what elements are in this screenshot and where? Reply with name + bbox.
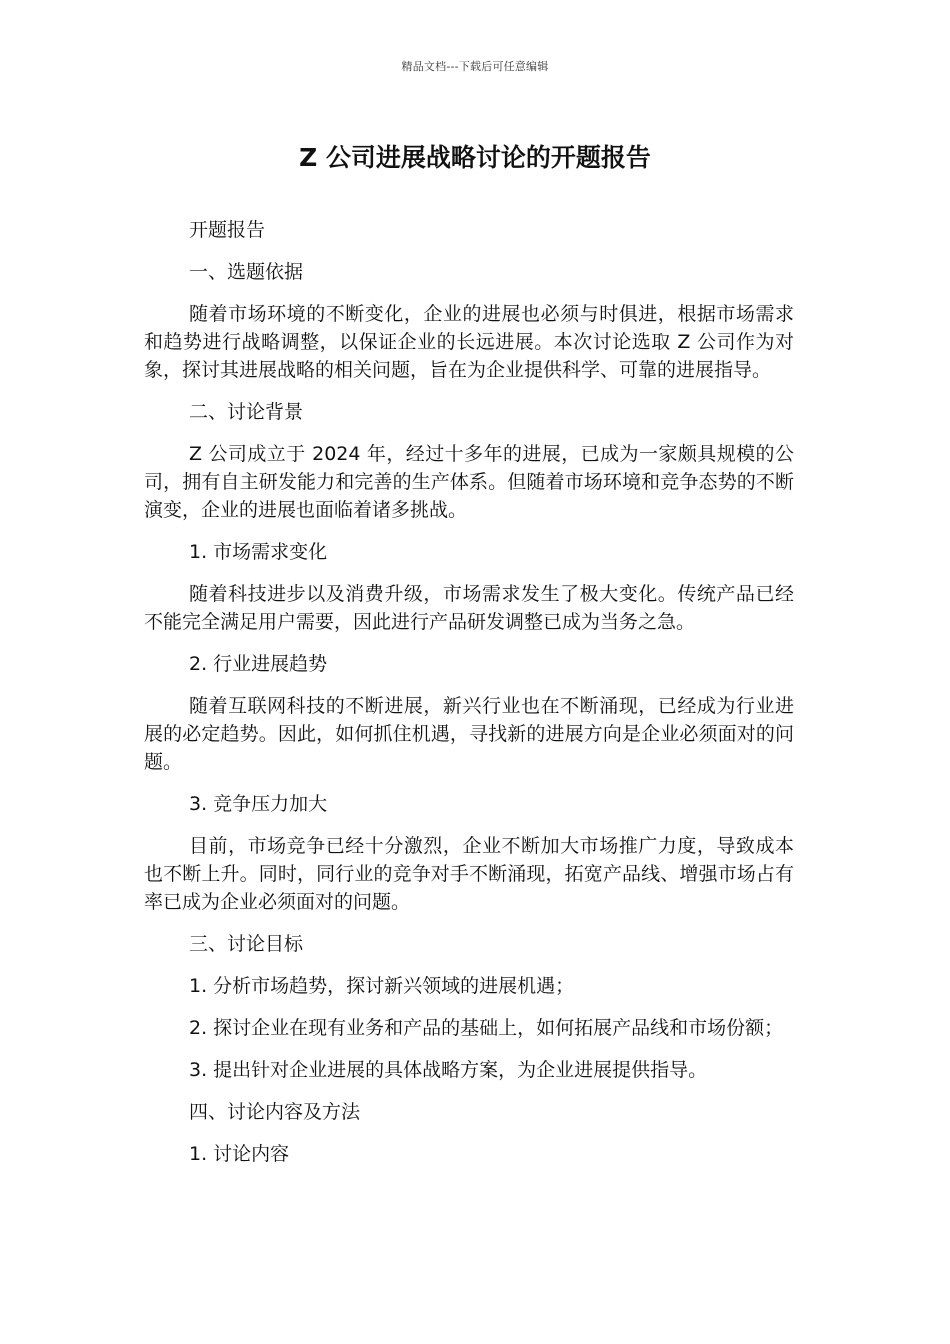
page-header: 精品文档---下载后可任意编辑: [401, 60, 549, 73]
section-heading: 一、选题依据: [189, 261, 304, 283]
subsection-heading: 3. 竞争压力加大: [189, 793, 328, 815]
list-item: 3. 提出针对企业进展的具体战略方案，为企业进展提供指导。: [189, 1059, 708, 1081]
list-item: 1. 分析市场趋势，探讨新兴领域的进展机遇；: [189, 975, 575, 997]
body-paragraph: 随着市场环境的不断变化，企业的进展也必须与时俱进，根据市场需求和趋势进行战略调整，以保证企业的长远进展。本次讨论选取 Z 公司作为对象，探讨其进展战略的相关问题，旨在为企业提供科学、可靠的进展指导。: [144, 303, 794, 381]
subsection-heading: 1. 市场需求变化: [189, 541, 328, 563]
body-paragraph: Z 公司成立于 2024 年，经过十多年的进展，已成为一家颇具规模的公司，拥有自主研发能力和完善的生产体系。但随着市场环境和竞争态势的不断演变，企业的进展也面临着诸多挑战。: [144, 443, 794, 521]
section-heading: 四、讨论内容及方法: [189, 1101, 361, 1123]
report-label: 开题报告: [189, 219, 266, 241]
section-heading: 二、讨论背景: [189, 401, 304, 423]
document-title: Z 公司进展战略讨论的开题报告: [299, 143, 651, 172]
body-paragraph: 目前，市场竞争已经十分激烈，企业不断加大市场推广力度，导致成本也不断上升。同时，同行业的竞争对手不断涌现，拓宽产品线、增强市场占有率已成为企业必须面对的问题。: [144, 835, 794, 913]
list-item: 2. 探讨企业在现有业务和产品的基础上，如何拓展产品线和市场份额；: [189, 1017, 784, 1039]
body-paragraph: 随着科技进步以及消费升级，市场需求发生了极大变化。传统产品已经不能完全满足用户需要，因此进行产品研发调整已成为当务之急。: [144, 583, 794, 633]
subsection-heading: 1. 讨论内容: [189, 1143, 290, 1165]
section-heading: 三、讨论目标: [189, 933, 304, 955]
subsection-heading: 2. 行业进展趋势: [189, 653, 328, 675]
document-body: [144, 216, 794, 1168]
body-paragraph: 随着互联网科技的不断进展，新兴行业也在不断涌现，已经成为行业进展的必定趋势。因此，如何抓住机遇，寻找新的进展方向是企业必须面对的问题。: [144, 695, 794, 773]
